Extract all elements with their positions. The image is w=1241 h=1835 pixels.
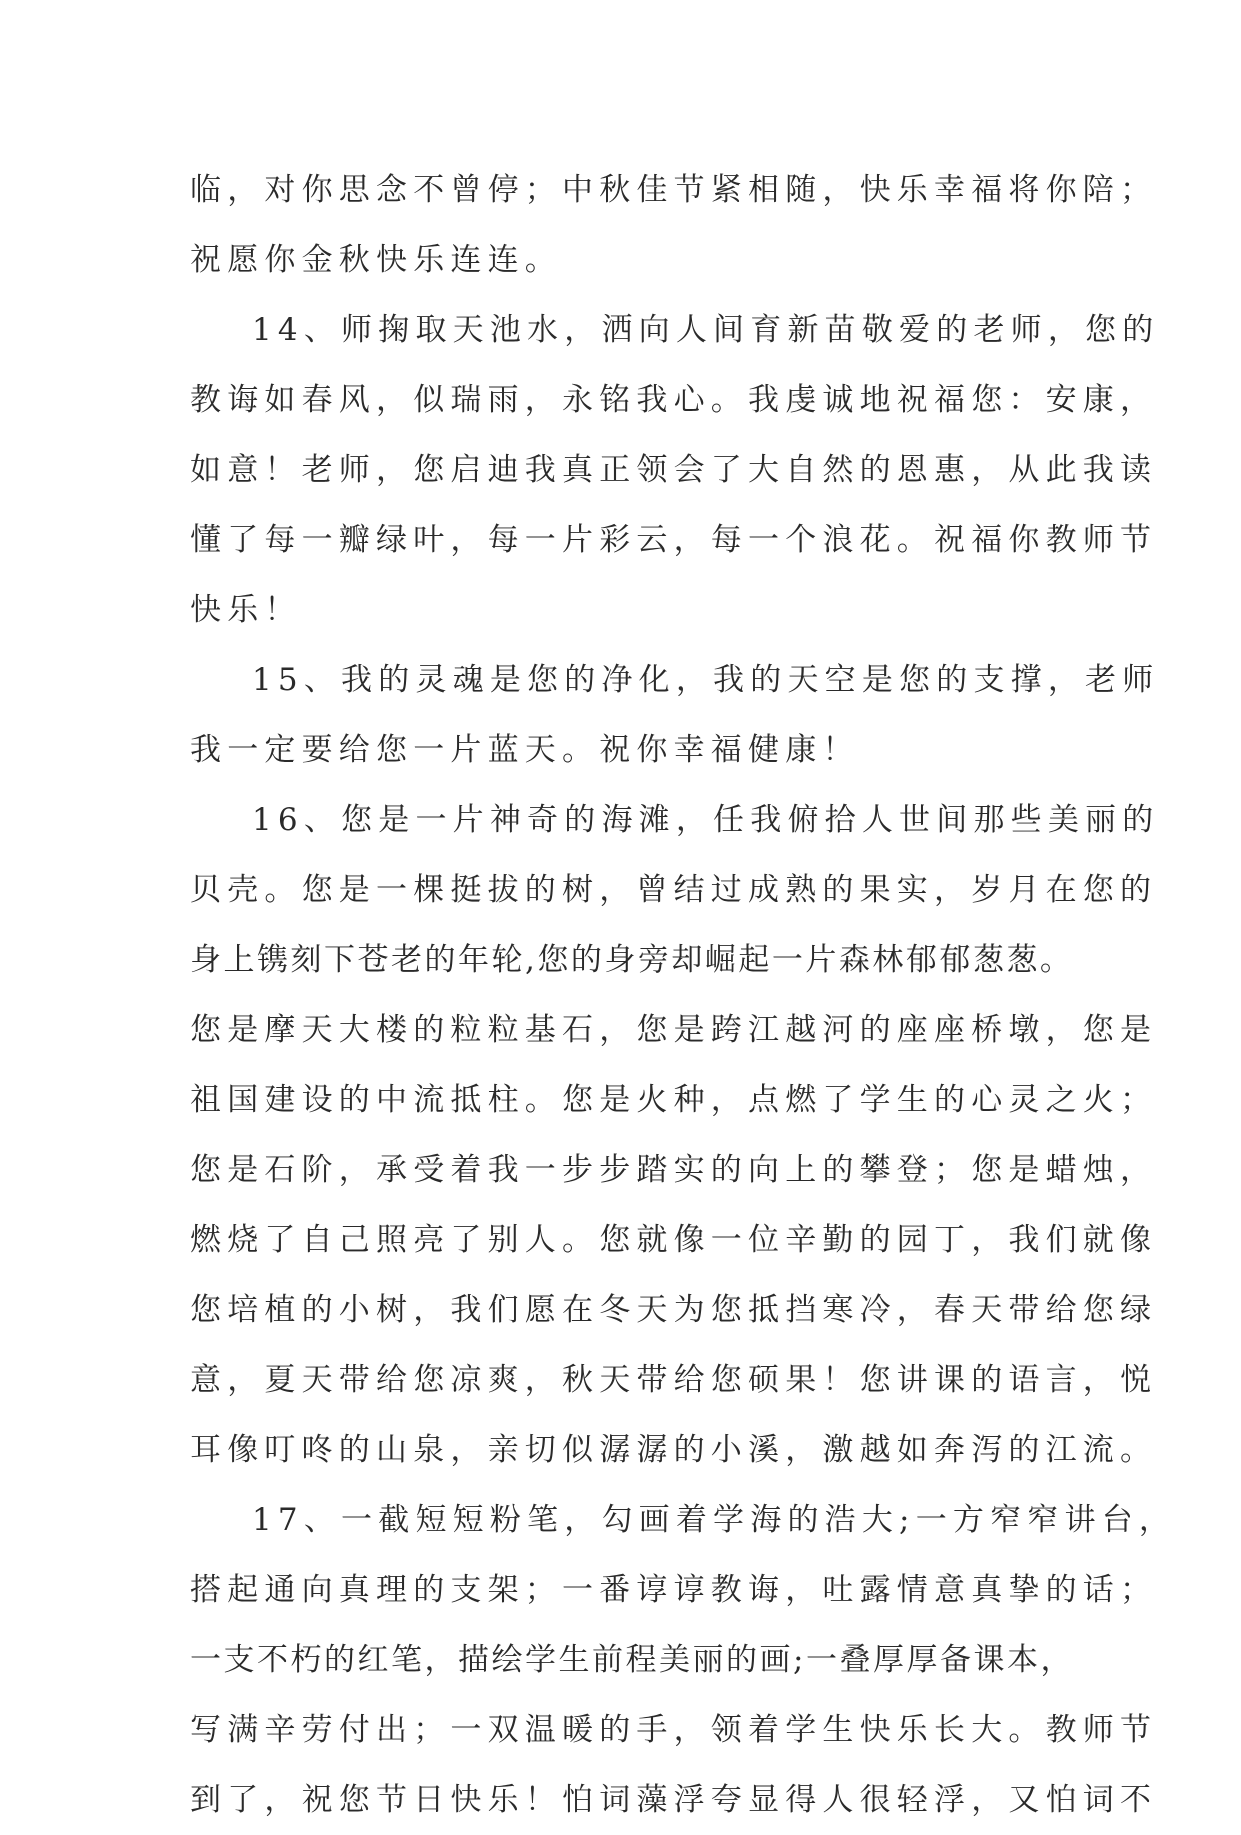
- text-line: 快乐！: [190, 592, 302, 628]
- text-line: 您培植的小树，我们愿在冬天为您抵挡寒冷，春天带给您绿: [190, 1292, 1158, 1328]
- text-line: 燃烧了自己照亮了别人。您就像一位辛勤的园丁，我们就像: [190, 1222, 1158, 1258]
- text-line: 祖国建设的中流抵柱。您是火种，点燃了学生的心灵之火；: [190, 1082, 1158, 1118]
- paragraph-14-start: 14、师掬取天池水，洒向人间育新苗敬爱的老师，您的: [252, 312, 1160, 348]
- text-line: 到了，祝您节日快乐！怕词藻浮夸显得人很轻浮，又怕词不: [190, 1782, 1158, 1818]
- text-line: 您是摩天大楼的粒粒基石，您是跨江越河的座座桥墩，您是: [190, 1012, 1158, 1048]
- text-line: 贝壳。您是一棵挺拔的树，曾结过成熟的果实，岁月在您的: [190, 872, 1158, 908]
- text-line: 意，夏天带给您凉爽，秋天带给您硕果！您讲课的语言，悦: [190, 1362, 1158, 1398]
- text-line: 一支不朽的红笔，描绘学生前程美丽的画;一叠厚厚备课本，: [190, 1642, 1074, 1678]
- text-line: 如意！老师，您启迪我真正领会了大自然的恩惠，从此我读: [190, 452, 1158, 488]
- paragraph-15-start: 15、我的灵魂是您的净化，我的天空是您的支撑，老师: [252, 662, 1160, 698]
- text-line: 您是石阶，承受着我一步步踏实的向上的攀登；您是蜡烛，: [190, 1152, 1158, 1188]
- text-line: 身上镌刻下苍老的年轮,您的身旁却崛起一片森林郁郁葱葱。: [190, 942, 1074, 978]
- text-line: 临，对你思念不曾停；中秋佳节紧相随，快乐幸福将你陪；: [190, 172, 1158, 208]
- text-line: 搭起通向真理的支架；一番谆谆教诲，吐露情意真挚的话；: [190, 1572, 1158, 1608]
- text-line: 懂了每一瓣绿叶，每一片彩云，每一个浪花。祝福你教师节: [190, 522, 1158, 558]
- text-line: 教诲如春风，似瑞雨，永铭我心。我虔诚地祝福您：安康，: [190, 382, 1158, 418]
- document-page: [190, 155, 1177, 1835]
- text-line: 耳像叮咚的山泉，亲切似潺潺的小溪，激越如奔泻的江流。: [190, 1432, 1158, 1468]
- text-line: 我一定要给您一片蓝天。祝你幸福健康！: [190, 732, 860, 768]
- text-line: 写满辛劳付出；一双温暖的手，领着学生快乐长大。教师节: [190, 1712, 1158, 1748]
- text-line: 祝愿你金秋快乐连连。: [190, 242, 562, 278]
- paragraph-17-start: 17、一截短短粉笔，勾画着学海的浩大;一方窄窄讲台，: [252, 1502, 1177, 1538]
- paragraph-16-start: 16、您是一片神奇的海滩，任我俯拾人世间那些美丽的: [252, 802, 1160, 838]
